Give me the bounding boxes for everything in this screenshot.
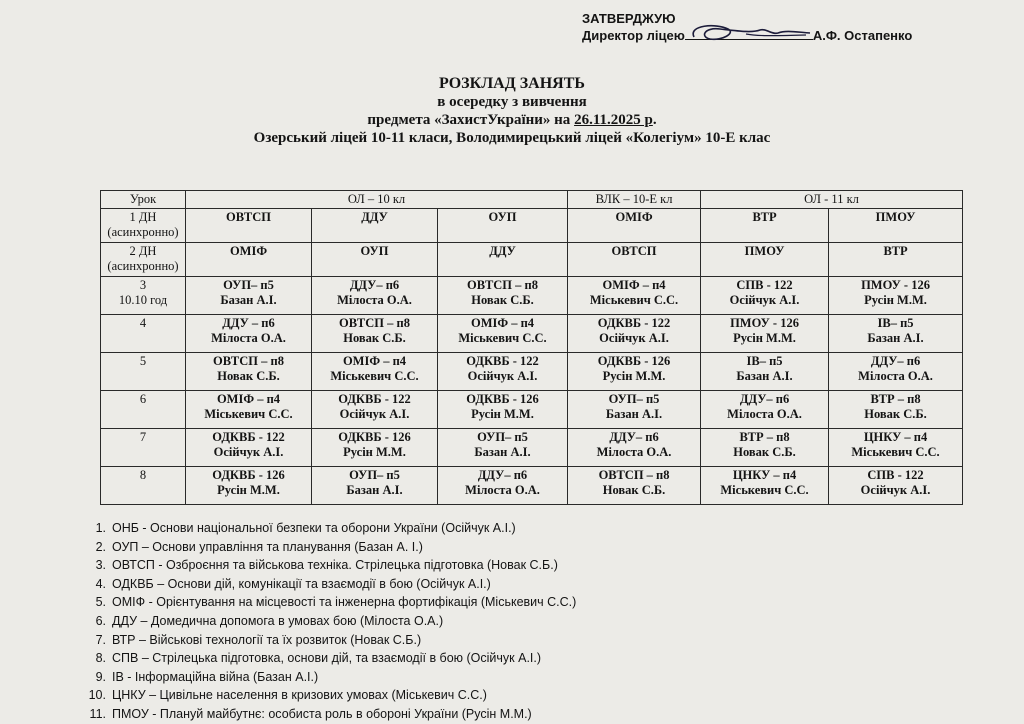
legend-item (84, 649, 576, 668)
schedule-body (101, 209, 963, 505)
schedule-cell (568, 391, 701, 429)
table-row (101, 353, 963, 391)
subject-room: ОМІФ – п4 (470, 316, 535, 330)
schedule-cell (438, 467, 568, 505)
lesson-label: 10.10 год (118, 293, 168, 307)
teacher-name: Базан А.І. (346, 483, 403, 497)
legend-text: ОМІФ - Орієнтування на місцевості та інженерна фортифікація (Міськевич С.С.) (112, 595, 577, 610)
lesson-cell (101, 391, 186, 429)
legend-item (84, 538, 576, 557)
teacher-name: Новак С.Б. (217, 369, 280, 383)
subject-room: ОВТСП – п8 (339, 316, 410, 330)
signature-scribble (686, 21, 814, 45)
subject-room: ОДКВБ - 122 (212, 430, 285, 444)
teacher-name: Міськевич С.С. (458, 331, 547, 345)
subject-room: ДДУ– п6 (477, 468, 528, 482)
schedule-cell (312, 467, 438, 505)
schedule-cell (701, 277, 829, 315)
teacher-name: Новак С.Б. (343, 331, 406, 345)
document-title: РОЗКЛАД ЗАНЯТЬ (439, 75, 585, 92)
schedule-cell (701, 429, 829, 467)
legend-text: ОДКВБ – Основи дій, комунікації та взаємодії в бою (Осійчук А.І.) (112, 576, 491, 591)
approval-title: ЗАТВЕРДЖУЮ (582, 11, 676, 26)
legend-number: 10. (88, 688, 106, 703)
schedule-cell (186, 315, 312, 353)
approval-line (582, 27, 912, 44)
teacher-name: Осійчук А.І. (339, 407, 410, 421)
legend-item (84, 631, 576, 650)
teacher-name: Новак С.Б. (471, 293, 534, 307)
lesson-cell (101, 277, 186, 315)
schedule-table (100, 190, 963, 505)
schedule-cell (438, 277, 568, 315)
lesson-label: (асинхронно) (107, 259, 179, 273)
schedule-cell (186, 429, 312, 467)
teacher-name: Новак С.Б. (602, 483, 666, 497)
schedule-cell (568, 467, 701, 505)
teacher-name: Мілоста О.А. (727, 407, 802, 421)
schedule-cell (829, 467, 963, 505)
schedule-cell (701, 353, 829, 391)
lesson-label: 2 ДН (129, 244, 157, 258)
table-header-row (101, 191, 963, 209)
subject-room: ОДКВБ - 126 (212, 468, 285, 482)
teacher-name: Русін М.М. (471, 407, 534, 421)
subject-line (0, 111, 1024, 129)
teacher-name: Мілоста О.А. (337, 293, 412, 307)
teacher-name: Осійчук А.І. (729, 293, 800, 307)
lesson-label: 7 (139, 430, 147, 444)
subject-room: ОДКВБ - 126 (597, 354, 671, 368)
legend-item (84, 668, 576, 687)
header-ol-10: ОЛ – 10 кл (186, 191, 568, 209)
legend-item (84, 519, 576, 538)
teacher-name: Мілоста О.А. (211, 331, 286, 345)
subject-room: ОДКВБ - 122 (338, 392, 411, 406)
schedule-cell (438, 209, 568, 243)
legend-number: 2. (95, 539, 106, 554)
legend-item (84, 556, 576, 575)
teacher-name: Русін М.М. (343, 445, 406, 459)
lesson-label: 4 (139, 316, 147, 330)
schedule-cell (701, 209, 829, 243)
subject-room: ОМІФ (615, 210, 653, 224)
legend-text: ЦНКУ – Цивільне населення в кризових умовах (Міськевич С.С.) (112, 688, 487, 703)
teacher-name: Міськевич С.С. (720, 483, 809, 497)
subject-room: ЦНКУ – п4 (732, 468, 797, 482)
legend-text: ОВТСП - Озброєння та військова техніка. Стрілецька підготовка (Новак С.Б.) (112, 558, 558, 573)
approval-block (582, 10, 912, 44)
schedule-cell (186, 243, 312, 277)
abbreviation-legend (84, 519, 576, 724)
legend-text: ОУП – Основи управління та планування (Базан А. І.) (112, 539, 423, 554)
subject-room: ОУП– п5 (477, 430, 528, 444)
subject-room: ОУП– п5 (223, 278, 274, 292)
schedule-cell (438, 353, 568, 391)
subject-room: ОМІФ – п4 (602, 278, 666, 292)
subject-room: ОВТСП (611, 244, 657, 258)
lesson-cell (101, 467, 186, 505)
schedule-cell (312, 429, 438, 467)
teacher-name: Мілоста О.А. (596, 445, 672, 459)
subject-room: СПВ - 122 (736, 278, 793, 292)
subject-room: ЦНКУ – п4 (863, 430, 928, 444)
legend-number: 3. (95, 558, 106, 573)
table-row (101, 467, 963, 505)
subject-room: ПМОУ (744, 244, 785, 258)
schools-line: Озерський ліцей 10-11 класи, Володимирецький ліцей «Колегіум» 10-Е клас (253, 130, 771, 146)
schedule-cell (438, 243, 568, 277)
schedule-cell (829, 209, 963, 243)
header-ol-11: ОЛ - 11 кл (701, 191, 963, 209)
teacher-name: Новак С.Б. (733, 445, 796, 459)
subject-room: ДДУ– п6 (349, 278, 400, 292)
lesson-label: 8 (139, 468, 147, 482)
legend-text: ВТР – Військові технології та їх розвиток (Новак С.Б.) (112, 632, 422, 647)
lesson-label: (асинхронно) (107, 225, 179, 239)
teacher-name: Мілоста О.А. (858, 369, 933, 383)
subject-room: ОВТСП – п8 (598, 468, 670, 482)
schedule-cell (312, 209, 438, 243)
teacher-name: Базан А.І. (867, 331, 924, 345)
subject-room: ОУП– п5 (608, 392, 660, 406)
schedule-cell (568, 243, 701, 277)
teacher-name: Осійчук А.І. (467, 369, 538, 383)
approval-name: А.Ф. Остапенко (812, 28, 913, 43)
schedule-cell (701, 315, 829, 353)
lesson-label: 6 (139, 392, 147, 406)
schedule-cell (829, 277, 963, 315)
legend-number: 6. (95, 613, 106, 628)
schedule-cell (186, 209, 312, 243)
subject-room: ДДУ– п6 (739, 392, 790, 406)
schedule-cell (829, 315, 963, 353)
teacher-name: Міськевич С.С. (589, 293, 679, 307)
schedule-cell (186, 353, 312, 391)
subject-room: ВТР – п8 (739, 430, 790, 444)
schedule-cell (438, 315, 568, 353)
teacher-name: Базан А.І. (736, 369, 793, 383)
lesson-cell (101, 429, 186, 467)
legend-text: ПМОУ - Плануй майбутнє: особиста роль в обороні України (Русін М.М.) (112, 706, 532, 721)
subject-room: ДДУ– п6 (870, 354, 921, 368)
legend-item (84, 575, 576, 594)
document-header (0, 74, 1024, 147)
legend-item (84, 612, 576, 631)
teacher-name: Базан А.І. (220, 293, 277, 307)
subject-room: ДДУ (489, 244, 516, 258)
subject-period: . (652, 112, 657, 128)
subject-room: ДДУ – п6 (222, 316, 275, 330)
header-vlk-10e: ВЛК – 10-Е кл (568, 191, 701, 209)
schedule-cell (829, 429, 963, 467)
subject-room: СПВ - 122 (867, 468, 924, 482)
subject-room: ОДКВБ - 126 (338, 430, 411, 444)
subject-room: ІВ– п5 (746, 354, 783, 368)
teacher-name: Русін М.М. (733, 331, 796, 345)
subject-room: ОДКВБ - 122 (466, 354, 539, 368)
schedule-cell (312, 391, 438, 429)
teacher-name: Міськевич С.С. (204, 407, 293, 421)
schedule-cell (568, 209, 701, 243)
header-lesson: Урок (101, 191, 186, 209)
schedule-cell (701, 467, 829, 505)
subject-room: ОВТСП – п8 (467, 278, 538, 292)
table-row (101, 429, 963, 467)
subject-room: ПМОУ - 126 (730, 316, 799, 330)
schedule-cell (312, 353, 438, 391)
subject-room: ОДКВБ - 122 (597, 316, 671, 330)
subject-room: ВТР (883, 244, 908, 258)
schedule-cell (312, 315, 438, 353)
lesson-cell (101, 353, 186, 391)
legend-number: 1. (95, 521, 106, 535)
teacher-name: Осійчук А.І. (860, 483, 931, 497)
subject-room: ВТР – п8 (870, 392, 921, 406)
teacher-name: Осійчук А.І. (599, 331, 669, 345)
table-row (101, 243, 963, 277)
table-row (101, 209, 963, 243)
legend-number: 9. (95, 669, 106, 684)
schedule-cell (568, 277, 701, 315)
legend-number: 11. (89, 706, 106, 721)
schedule-date: 26.11.2025 р (574, 112, 653, 128)
lesson-label: 5 (139, 354, 147, 368)
schedule-cell (829, 391, 963, 429)
legend-text: ДДУ – Домедична допомога в умовах бою (Мілоста О.А.) (112, 613, 444, 628)
lesson-cell (101, 315, 186, 353)
lesson-cell (101, 209, 186, 243)
lesson-label: 1 ДН (129, 210, 157, 224)
schedule-cell (701, 243, 829, 277)
schedule-cell (438, 391, 568, 429)
schedule-cell (701, 391, 829, 429)
legend-text: ОНБ - Основи національної безпеки та оборони України (Осійчук А.І.) (112, 521, 516, 535)
teacher-name: Русін М.М. (864, 293, 927, 307)
teacher-name: Осійчук А.І. (213, 445, 284, 459)
schedule-cell (186, 391, 312, 429)
subject-room: ПМОУ - 126 (861, 278, 930, 292)
subject-room: ОДКВБ - 126 (466, 392, 539, 406)
schedule-cell (312, 277, 438, 315)
subject-room: ОУП– п5 (349, 468, 400, 482)
legend-number: 5. (95, 595, 106, 610)
teacher-name: Новак С.Б. (864, 407, 927, 421)
legend-item (84, 686, 576, 705)
table-row (101, 391, 963, 429)
schedule-cell (312, 243, 438, 277)
legend-text: СПВ – Стрілецька підготовка, основи дій, та взаємодії в бою (Осійчук А.І.) (112, 651, 542, 666)
subject-room: ПМОУ (875, 210, 916, 224)
schedule-cell (186, 277, 312, 315)
subject-prefix: предмета «ЗахистУкраїни» на (367, 112, 575, 128)
document-subtitle: в осередку з вивчення (437, 94, 587, 110)
subject-room: ОМІФ – п4 (342, 354, 407, 368)
schedule-cell (829, 243, 963, 277)
legend-number: 7. (95, 632, 106, 647)
subject-room: ДДУ– п6 (609, 430, 659, 444)
schedule-cell (186, 467, 312, 505)
lesson-label: 3 (139, 278, 147, 292)
table-row (101, 277, 963, 315)
teacher-name: Міськевич С.С. (851, 445, 940, 459)
subject-room: ОВТСП (226, 210, 271, 224)
lesson-cell (101, 243, 186, 277)
legend-text: ІВ - Інформаційна війна (Базан А.І.) (112, 669, 319, 684)
subject-room: ІВ– п5 (877, 316, 914, 330)
legend-item (84, 593, 576, 612)
teacher-name: Мілоста О.А. (465, 483, 540, 497)
subject-room: ОВТСП – п8 (213, 354, 284, 368)
subject-room: ОУП (360, 244, 389, 258)
table-row (101, 315, 963, 353)
approval-position: Директор ліцею (582, 28, 685, 43)
subject-room: ОУП (488, 210, 517, 224)
teacher-name: Русін М.М. (602, 369, 666, 383)
subject-room: ОМІФ – п4 (216, 392, 281, 406)
teacher-name: Русін М.М. (217, 483, 280, 497)
subject-room: ВТР (752, 210, 777, 224)
schedule-cell (568, 429, 701, 467)
subject-room: ДДУ (361, 210, 388, 224)
schedule-cell (568, 315, 701, 353)
schedule-cell (438, 429, 568, 467)
legend-number: 4. (95, 576, 106, 591)
schedule-cell (568, 353, 701, 391)
legend-number: 8. (95, 651, 106, 666)
schedule-cell (829, 353, 963, 391)
teacher-name: Базан А.І. (605, 407, 663, 421)
teacher-name: Міськевич С.С. (330, 369, 419, 383)
subject-room: ОМІФ (229, 244, 268, 258)
teacher-name: Базан А.І. (474, 445, 531, 459)
